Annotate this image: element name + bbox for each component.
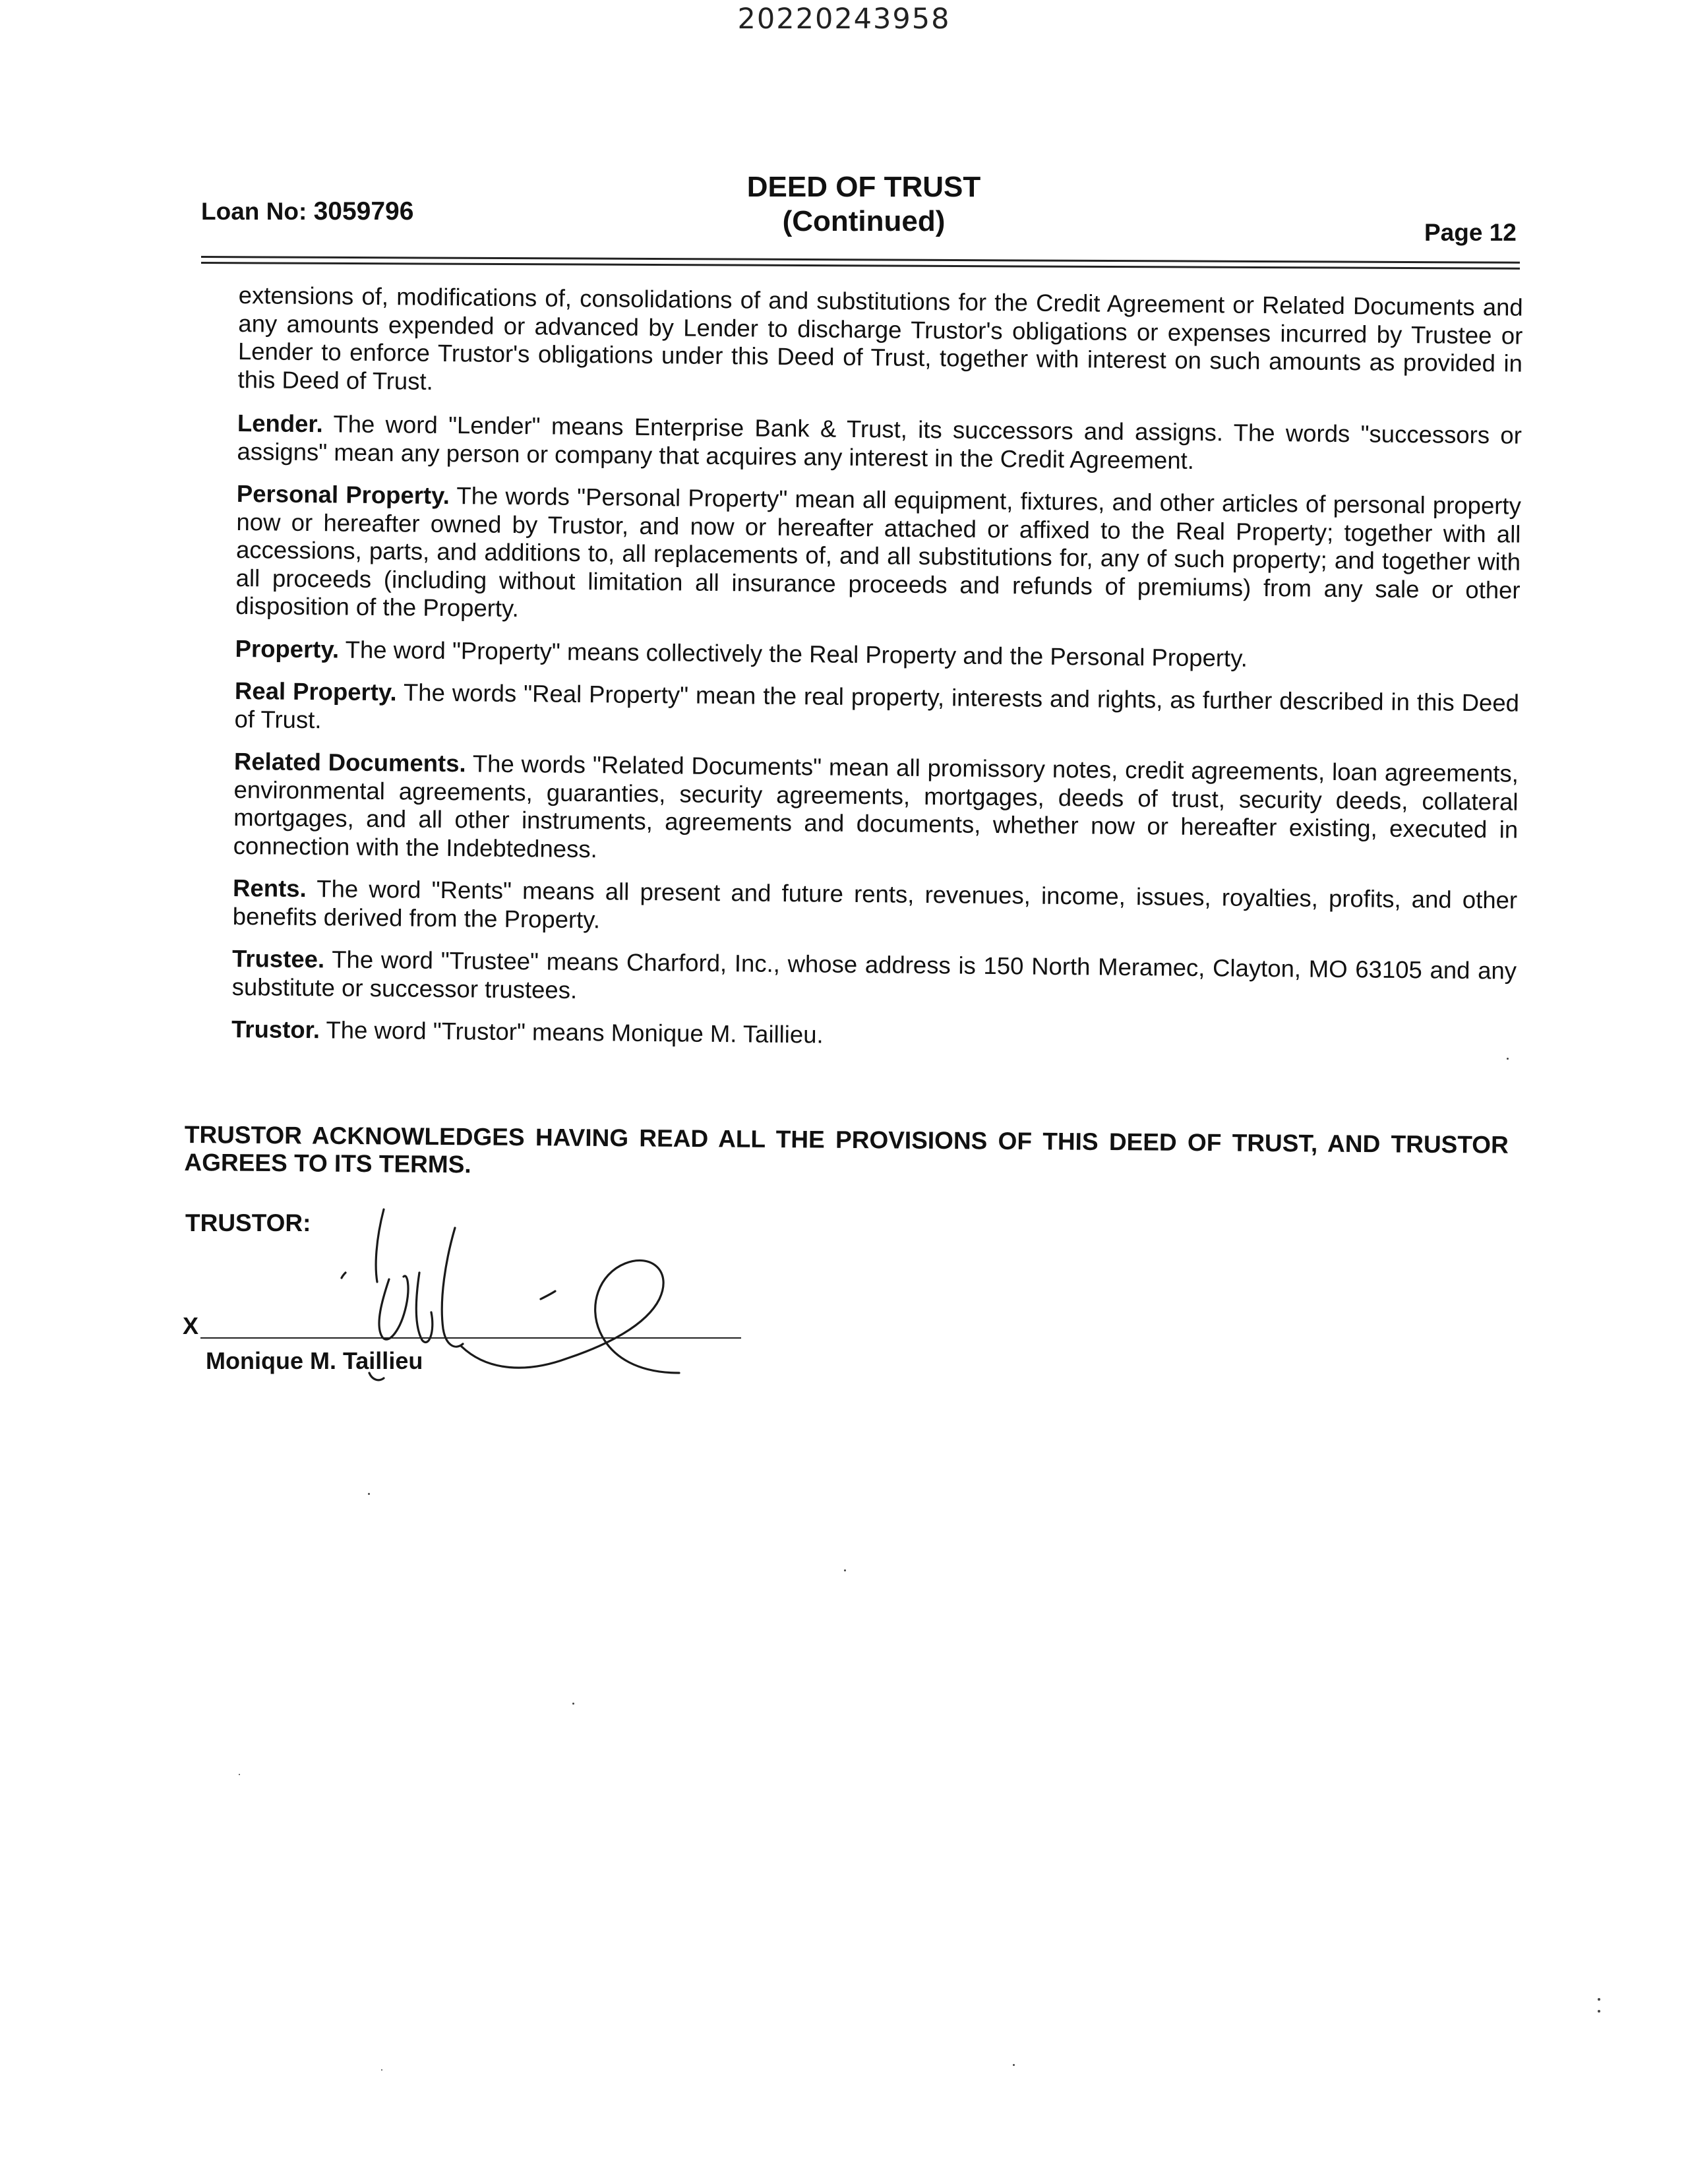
definition-term: Trustee. bbox=[231, 944, 325, 973]
acknowledgement-statement: TRUSTOR ACKNOWLEDGES HAVING READ ALL THE PROVISIONS OF THIS DEED OF TRUST, AND TRUSTOR AGREES TO ITS TERMS. bbox=[184, 1121, 1509, 1178]
definitions-section bbox=[231, 282, 1523, 1070]
scan-speck bbox=[1598, 2010, 1600, 2013]
header-rule-bottom bbox=[201, 262, 1520, 270]
trustor-label: TRUSTOR: bbox=[185, 1209, 311, 1236]
definition-text: The word "Rents" means all present and future rents, revenues, income, issues, royalties, profits, and other benefits derived from the Property. bbox=[232, 875, 1518, 933]
scan-speck bbox=[572, 1703, 574, 1705]
definition-text: The words "Related Documents" mean all promissory notes, credit agreements, loan agreements, environmental agreements, guaranties, security agreements, mortgages, deeds of trust, security deeds, collateral mortgages, and all other instruments, agreements and documents, whether now or hereafter existing, executed in connection with the Indebtedness. bbox=[233, 750, 1519, 863]
definition-lender bbox=[237, 410, 1522, 478]
definition-term: Trustor. bbox=[231, 1015, 320, 1044]
definition-term: Real Property. bbox=[234, 677, 397, 706]
scan-speck bbox=[844, 1569, 846, 1571]
scan-speck bbox=[1507, 1058, 1509, 1060]
page-number: Page 12 bbox=[1424, 219, 1517, 246]
loan-number-label: Loan No: bbox=[201, 198, 307, 225]
definition-text: The word "Property" means collectively the Real Property and the Personal Property. bbox=[345, 636, 1248, 672]
signer-name: Monique M. Taillieu bbox=[206, 1347, 423, 1374]
definition-term: Personal Property. bbox=[236, 479, 450, 510]
definition-continuation: extensions of, modifications of, consolidations of and substitutions for the Credit Agreement or Related Documents and any amounts expended or advanced by Lender to discharge Trustor's obligations or expenses incurred by Trustee or Lender to enforce Trustor's obligations under this Deed of Trust, together with interest on such amounts as provided in this Deed of Trust. bbox=[237, 282, 1523, 395]
loan-number-value: 3059796 bbox=[313, 197, 414, 226]
definition-term: Property. bbox=[235, 634, 340, 663]
scan-speck bbox=[239, 1774, 240, 1775]
definition-text: The word "Lender" means Enterprise Bank & Trust, its successors and assigns. The words "successors or assigns" mean any person or company that acquires any interest in the Credit Agreement. bbox=[237, 410, 1522, 474]
scan-speck bbox=[381, 2069, 382, 2071]
document-subtitle: (Continued) bbox=[782, 205, 946, 237]
definition-personal-property bbox=[235, 480, 1521, 632]
definition-trustee bbox=[232, 945, 1517, 1014]
definition-term: Related Documents. bbox=[233, 747, 466, 777]
definition-trustor bbox=[231, 1016, 1516, 1056]
scan-speck bbox=[368, 1493, 370, 1495]
definition-rents bbox=[233, 874, 1518, 943]
scan-speck bbox=[1013, 2064, 1015, 2066]
document-title: DEED OF TRUST bbox=[746, 171, 981, 203]
recording-number: 20220243958 bbox=[737, 3, 951, 36]
definition-related-documents bbox=[233, 748, 1519, 872]
definition-term: Lender. bbox=[237, 409, 323, 438]
signature-x-mark: X bbox=[183, 1312, 199, 1339]
definition-property bbox=[235, 634, 1519, 675]
scan-speck bbox=[1598, 1998, 1600, 2001]
definition-text: The words "Real Property" mean the real property, interests and rights, as further described in this Deed of Trust. bbox=[234, 679, 1520, 733]
definition-text: The word "Trustor" means Monique M. Taillieu. bbox=[326, 1016, 824, 1048]
definition-term: Rents. bbox=[232, 874, 307, 903]
definition-text: The words "Personal Property" mean all equipment, fixtures, and other articles of personal property now or hereafter owned by Trustor, and now or hereafter attached or affixed to the Real Property; together with all accessions, parts, and additions to, all replacements of, and all substitutions for, any of such property; and together with all proceeds (including without limitation all insurance proceeds and refunds of premiums) from any sale or other disposition of the Property. bbox=[235, 482, 1522, 622]
handwritten-signature bbox=[290, 1200, 765, 1398]
definition-text: The word "Trustee" means Charford, Inc., whose address is 150 North Meramec, Clayton, MO 63105 and any substitute or successor trustees. bbox=[231, 946, 1517, 1004]
definition-real-property bbox=[234, 677, 1519, 746]
